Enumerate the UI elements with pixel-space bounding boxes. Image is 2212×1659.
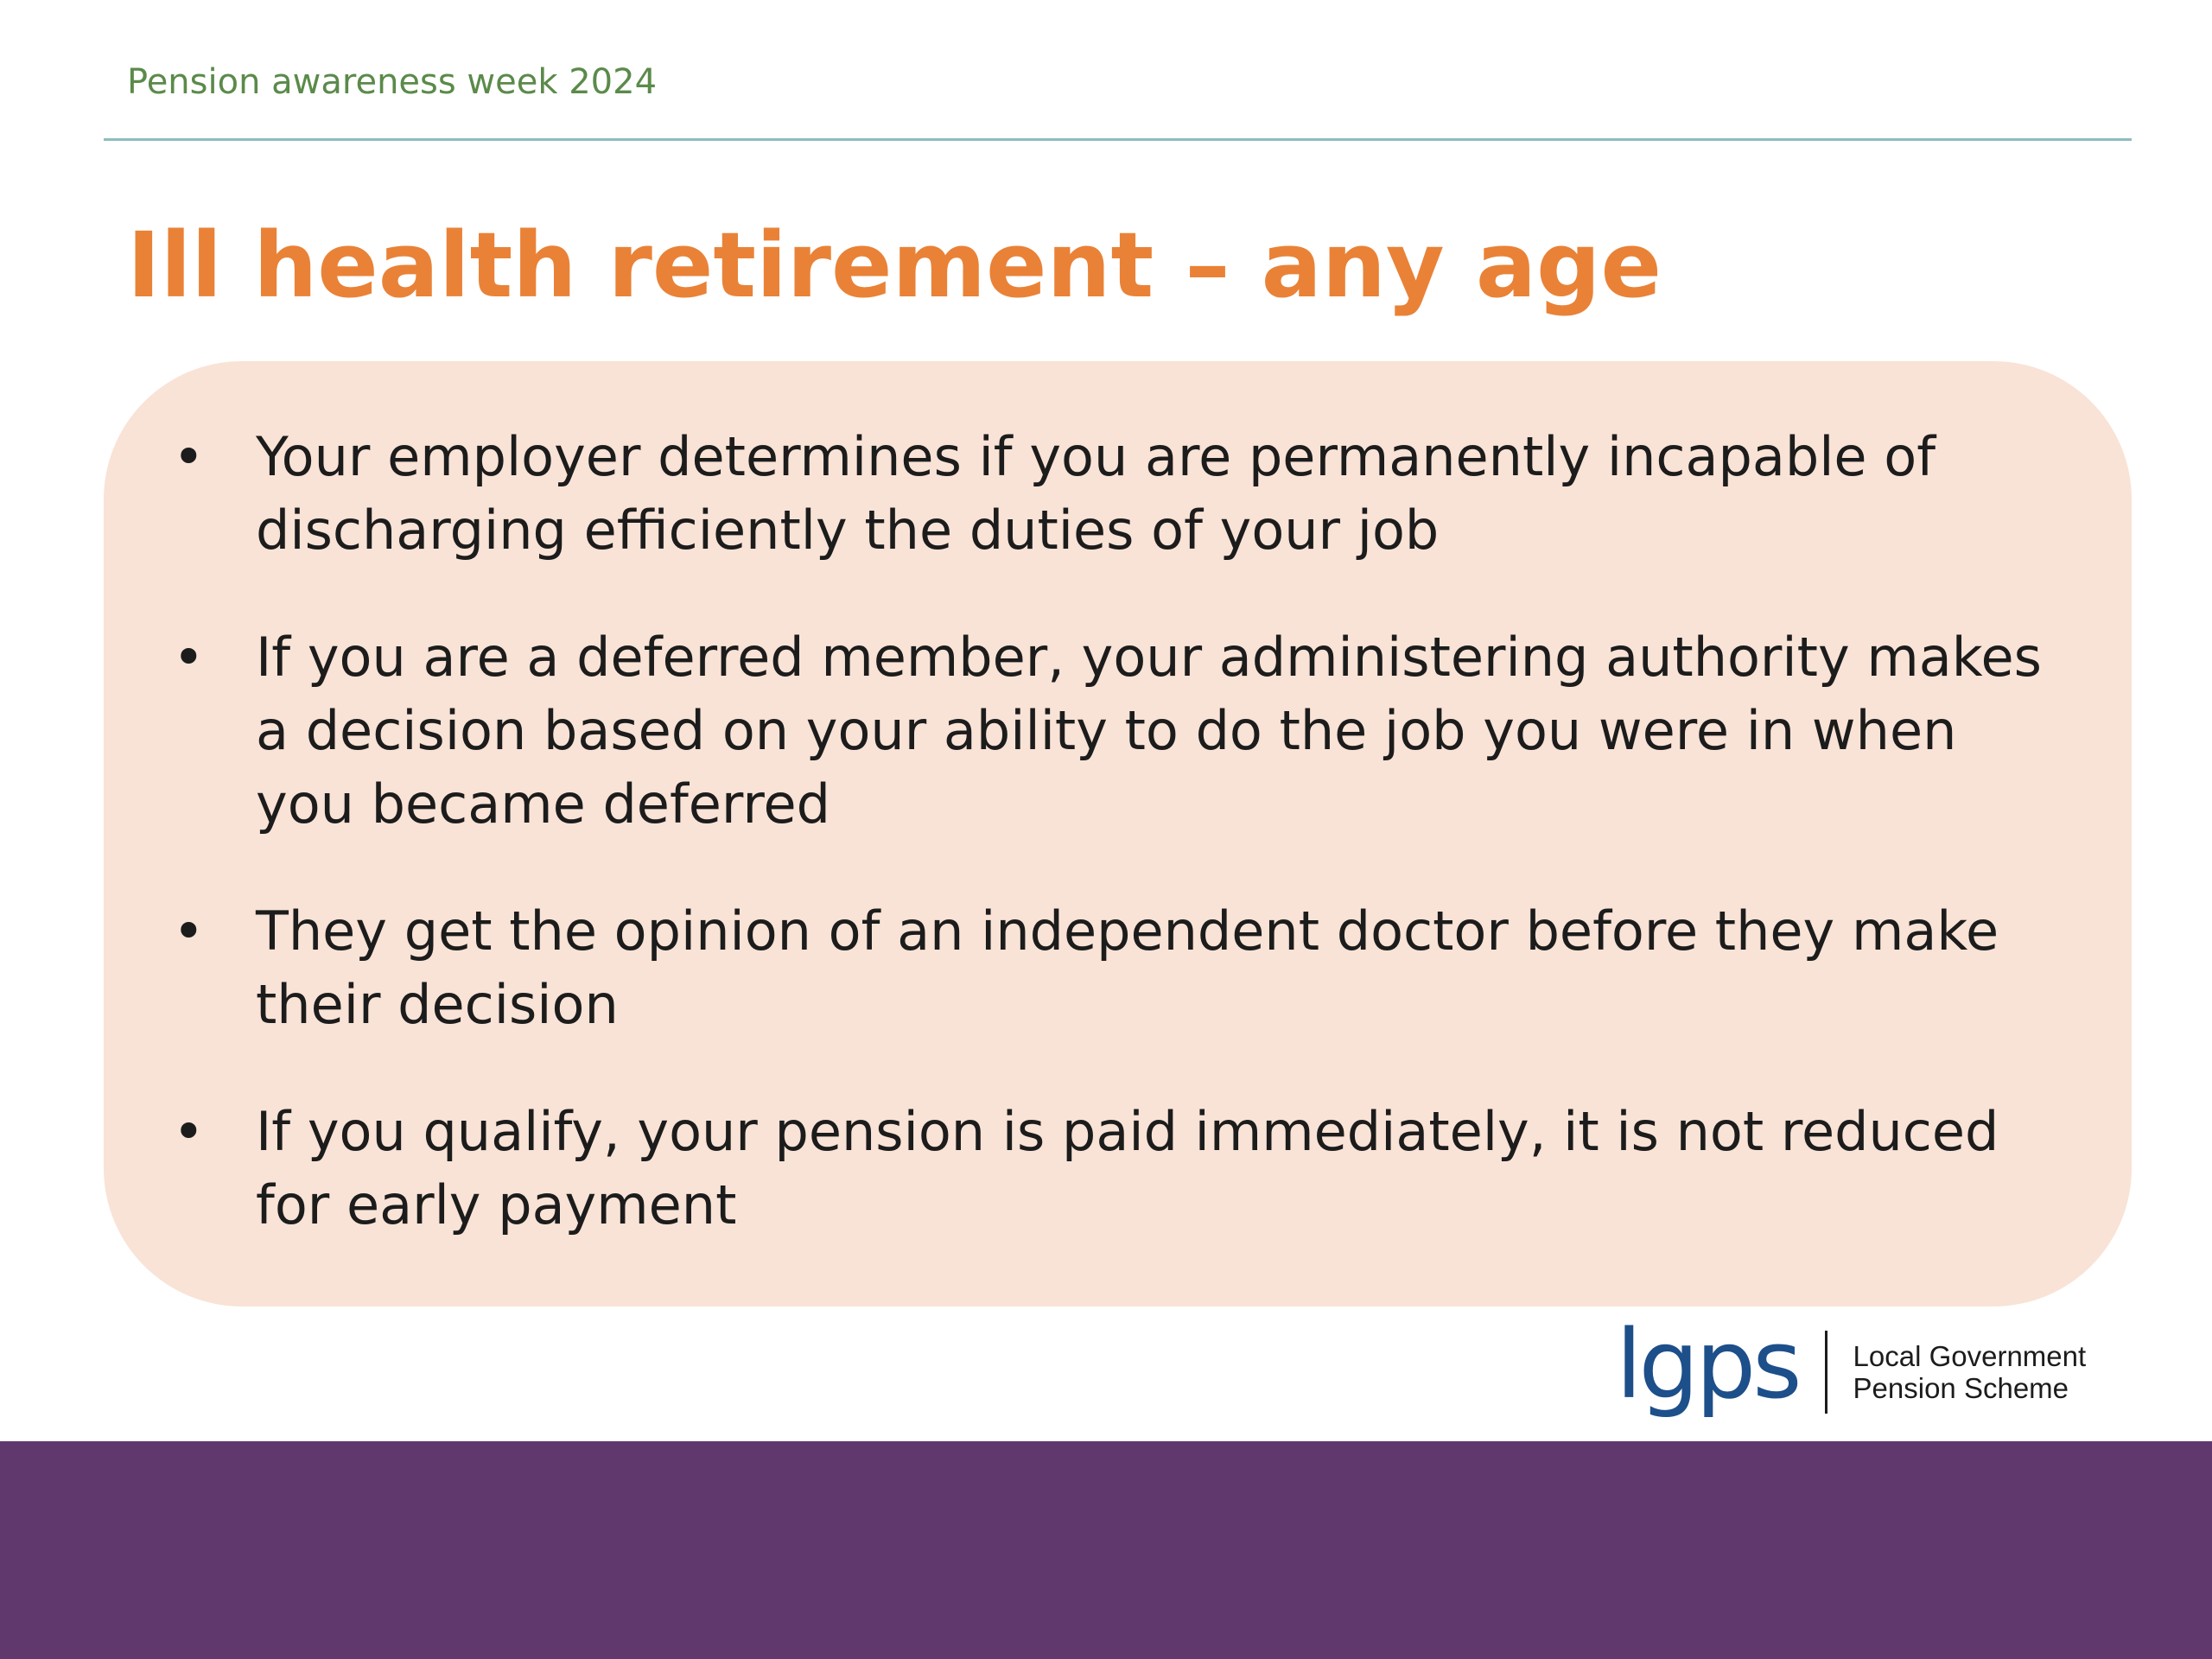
bullet-item [104, 420, 2132, 567]
slide-title: Ill health retirement – any age [127, 213, 1662, 318]
bullet-text: If you qualify, your pension is paid immediately, it is not reduced for early payment [256, 1100, 1999, 1236]
footer-band [0, 1441, 2212, 1659]
bullet-text: If you are a deferred member, your administering authority makes a decision based on your ability to do the job you were in when you became deferred [256, 626, 2042, 836]
content-panel [104, 361, 2132, 1306]
bullet-dot-icon: • [173, 626, 205, 689]
header-rule [104, 138, 2132, 141]
bullet-item [104, 1095, 2132, 1242]
logo-line-2: Pension Scheme [1853, 1371, 2069, 1404]
bullet-text: They get the opinion of an independent doctor before they make their decision [256, 899, 1999, 1036]
bullet-dot-icon: • [173, 425, 205, 488]
bullet-dot-icon: • [173, 1100, 205, 1163]
bullet-dot-icon: • [173, 899, 205, 963]
header-text: Pension awareness week 2024 [127, 62, 658, 102]
bullet-item [104, 620, 2132, 841]
lgps-logo-mark: lgps [1616, 1308, 1799, 1420]
logo-text [1853, 1340, 2087, 1404]
bullet-item [104, 894, 2132, 1041]
logo-divider [1825, 1331, 1827, 1414]
logo-line-1: Local Government [1853, 1339, 2087, 1372]
lgps-logo [1616, 1308, 2087, 1420]
bullet-text: Your employer determines if you are permanently incapable of discharging efficiently the duties of your job [256, 425, 1936, 562]
bullet-list [104, 420, 2132, 1295]
